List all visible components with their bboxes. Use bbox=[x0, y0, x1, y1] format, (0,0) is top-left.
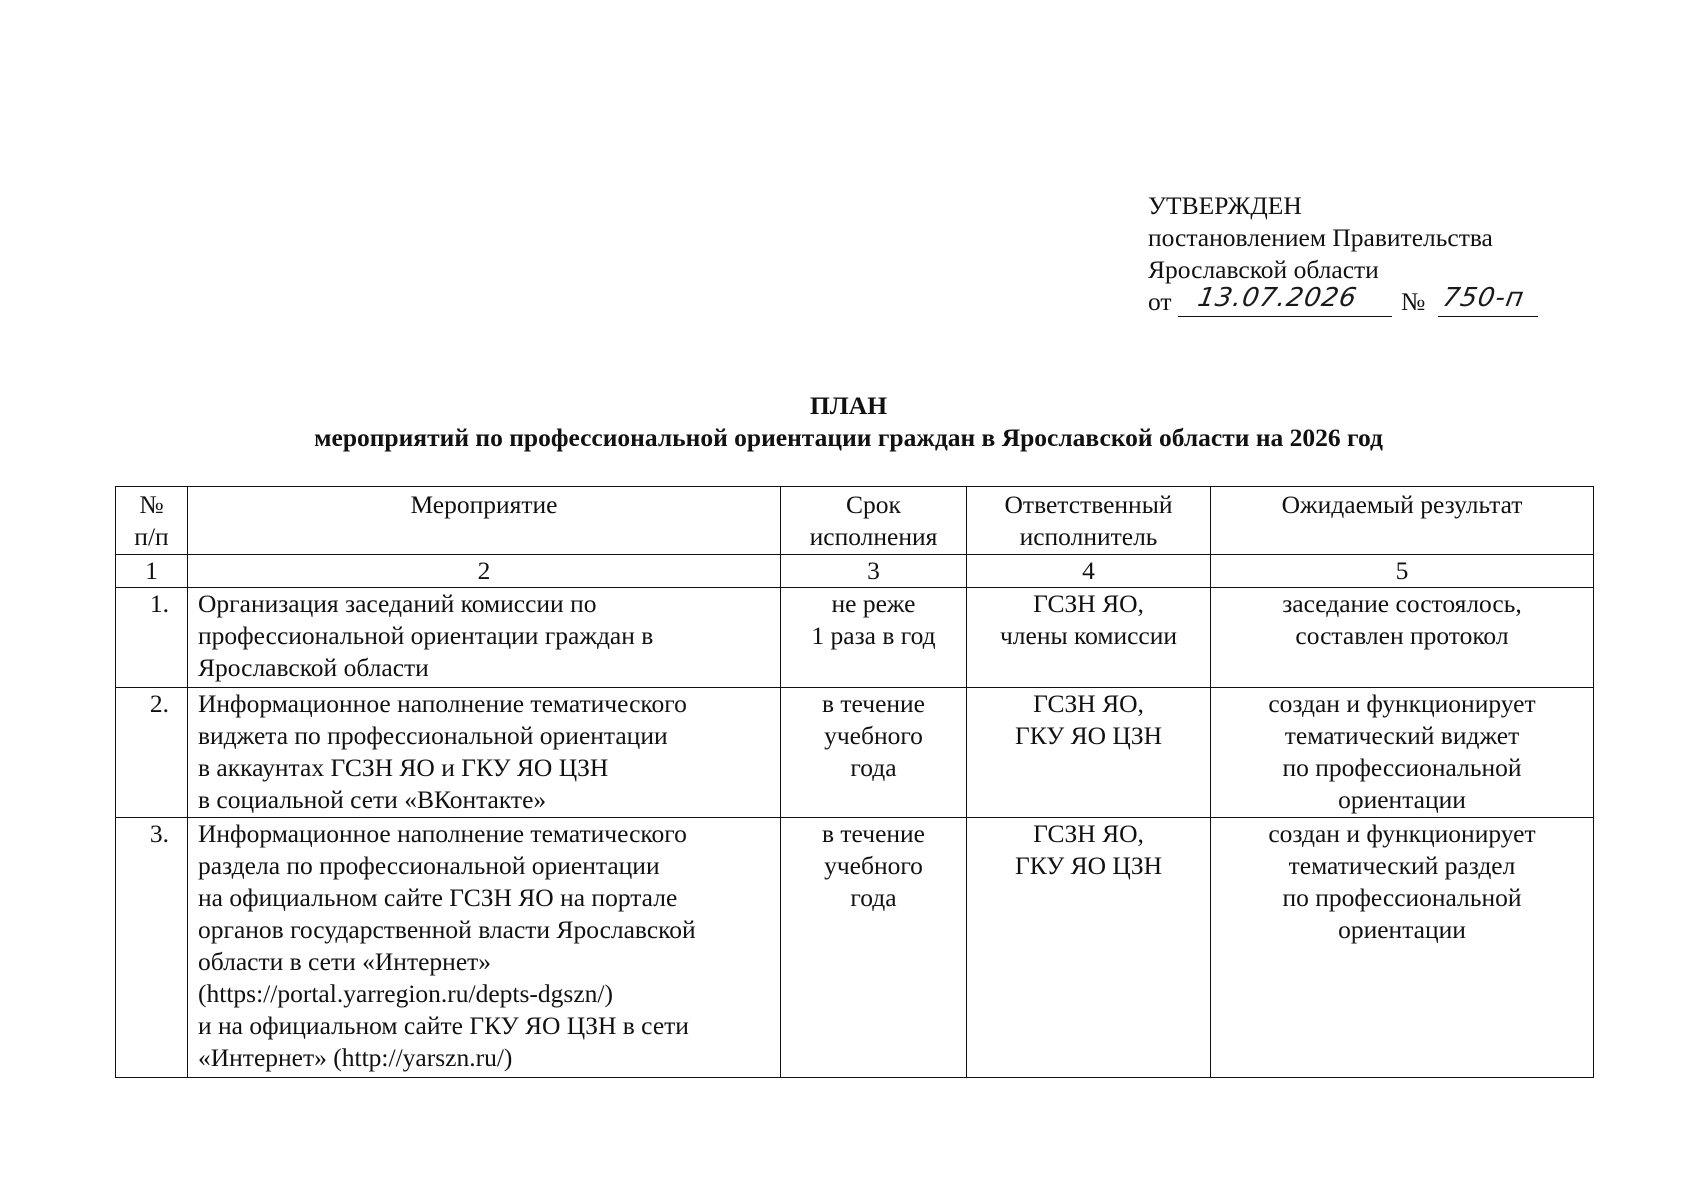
header-deadline: Срок исполнения bbox=[781, 487, 967, 555]
row-responsible: ГСЗН ЯО, ГКУ ЯО ЦЗН bbox=[967, 818, 1211, 1078]
approval-status: УТВЕРЖДЕН bbox=[1148, 191, 1302, 220]
document-subtitle: мероприятий по профессиональной ориентации граждан в Ярославской области на 2026 год bbox=[314, 423, 1383, 452]
row-deadline: в течение учебного года bbox=[781, 818, 967, 1078]
plan-table bbox=[115, 486, 1594, 1078]
row-number: 3. bbox=[116, 818, 188, 1078]
header-event: Мероприятие bbox=[188, 487, 781, 555]
row-event: Организация заседаний комиссии по профессиональной ориентации граждан в Ярославской области bbox=[188, 588, 781, 688]
row-result: создан и функционирует тематический раздел по профессиональной ориентации bbox=[1211, 818, 1594, 1078]
header-num: № п/п bbox=[116, 487, 188, 555]
approval-issuer: постановлением Правительства bbox=[1148, 223, 1493, 252]
row-responsible: ГСЗН ЯО, члены комиссии bbox=[967, 588, 1211, 688]
column-number: 1 bbox=[116, 555, 188, 588]
approval-region: Ярославской области bbox=[1148, 255, 1379, 284]
table-row bbox=[116, 688, 1594, 818]
header-result: Ожидаемый результат bbox=[1211, 487, 1594, 555]
table-header-row bbox=[116, 487, 1594, 555]
row-event: Информационное наполнение тематического раздела по профессиональной ориентации на официальном сайте ГСЗН ЯО на портале органов государственной власти Ярославской области в сети «Интернет» (https://portal.yarregion.ru/depts-dgszn/) и на официальном сайте ГКУ ЯО ЦЗН в сети «Интернет» (http://yarszn.ru/) bbox=[188, 818, 781, 1078]
decree-date: 13.07.2026 bbox=[1195, 283, 1360, 313]
header-responsible: Ответственный исполнитель bbox=[967, 487, 1211, 555]
column-number: 4 bbox=[967, 555, 1211, 588]
row-number: 2. bbox=[116, 688, 188, 818]
row-deadline: в течение учебного года bbox=[781, 688, 967, 818]
row-deadline: не реже 1 раза в год bbox=[781, 588, 967, 688]
row-number: 1. bbox=[116, 588, 188, 688]
row-responsible: ГСЗН ЯО, ГКУ ЯО ЦЗН bbox=[967, 688, 1211, 818]
row-result: заседание состоялось, составлен протокол bbox=[1211, 588, 1594, 688]
table-row bbox=[116, 588, 1594, 688]
column-number-row bbox=[116, 555, 1594, 588]
row-result: создан и функционирует тематический виджет по профессиональной ориентации bbox=[1211, 688, 1594, 818]
approval-block bbox=[1148, 190, 1648, 318]
number-label: № bbox=[1401, 287, 1426, 316]
from-label: от bbox=[1148, 287, 1172, 316]
table-row bbox=[116, 818, 1594, 1078]
column-number: 2 bbox=[188, 555, 781, 588]
column-number: 3 bbox=[781, 555, 967, 588]
row-event: Информационное наполнение тематического виджета по профессиональной ориентации в аккаунтах ГСЗН ЯО и ГКУ ЯО ЦЗН в социальной сети «ВКонтакте» bbox=[188, 688, 781, 818]
document-title: ПЛАН bbox=[809, 391, 888, 420]
decree-number: 750-п bbox=[1440, 283, 1527, 313]
column-number: 5 bbox=[1211, 555, 1594, 588]
decree-line bbox=[1148, 283, 1648, 318]
